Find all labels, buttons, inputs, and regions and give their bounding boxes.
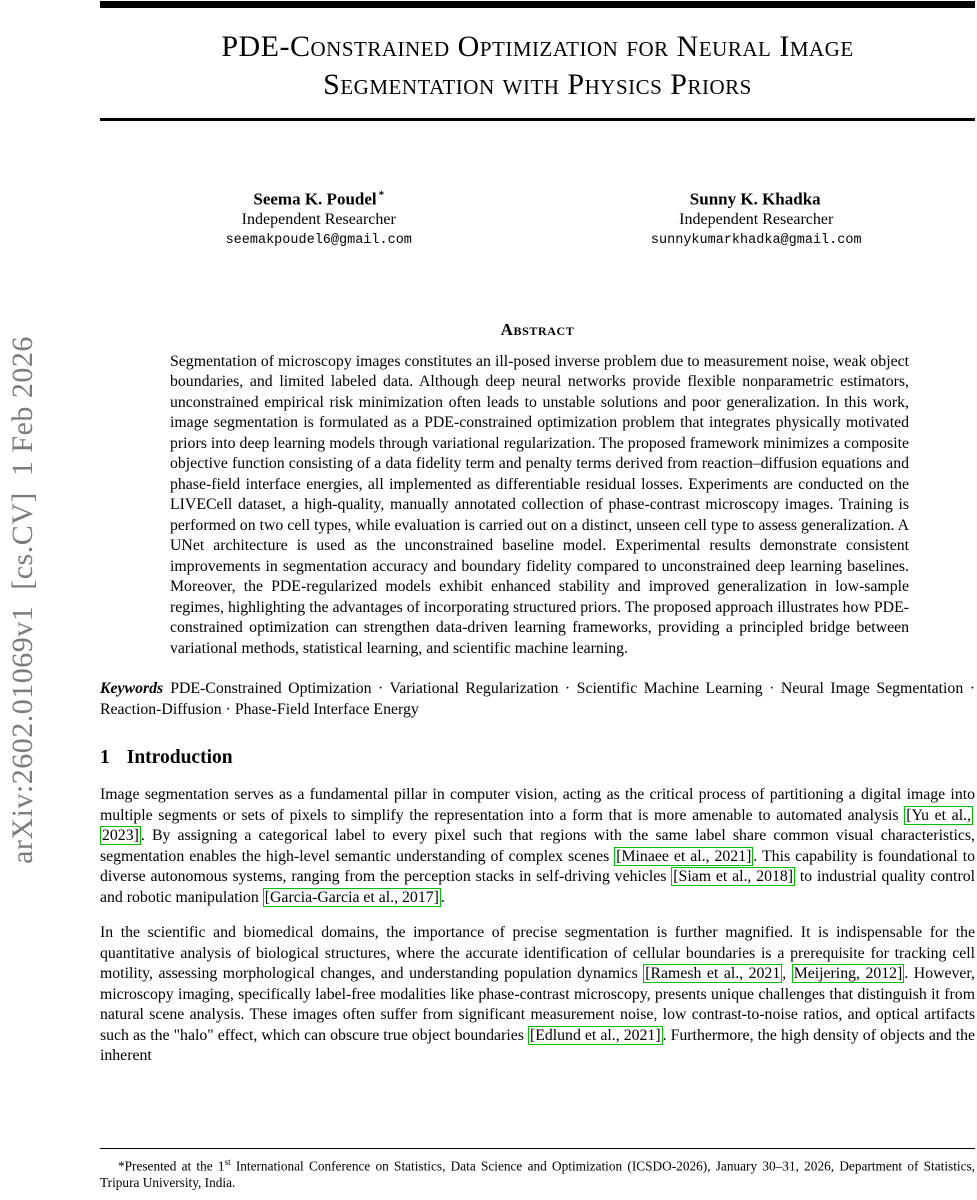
paper-content	[100, 0, 975, 1067]
section-heading-introduction	[100, 746, 975, 770]
citation-link[interactable]: [Garcia-Garcia et al., 2017]	[264, 888, 439, 906]
footnote-rule	[100, 1148, 975, 1149]
abstract-heading: Abstract	[500, 319, 575, 339]
author-name-line	[538, 185, 976, 210]
author-1	[100, 185, 538, 250]
citation-link[interactable]: Meijering, 2012]	[793, 965, 903, 983]
author-affiliation: Independent Researcher	[679, 210, 834, 228]
keywords-text: PDE-Constrained Optimization · Variational Regularization · Scientific Machine Learning · Neural Image Segmentation · Reaction-Diffusion · Phase-Field Interface Energy	[100, 680, 975, 718]
citation-link[interactable]: [Yu et al., 2023]	[102, 806, 971, 845]
section-title: Introduction	[126, 747, 233, 769]
author-name-line	[100, 185, 538, 210]
author-email[interactable]: seemakpoudel6@gmail.com	[225, 232, 412, 248]
keywords-label: Keywords	[100, 680, 164, 698]
conference-footnote: *Presented at the 1st International Conference on Statistics, Data Science and Optimization (ICSDO-2026), January 30–31, 2026, Department of Statistics, Tripura University, India.	[100, 1157, 975, 1190]
arxiv-watermark: arXiv:2602.01069v1 [cs.CV] 1 Feb 2026	[6, 336, 39, 864]
author-2	[538, 185, 976, 250]
author-block	[100, 185, 975, 250]
author-name: Sunny K. Khadka	[689, 189, 821, 209]
keywords-line	[100, 679, 975, 720]
author-affiliation: Independent Researcher	[241, 210, 396, 228]
superscript: st	[224, 1157, 231, 1167]
intro-paragraph-1: Image segmentation serves as a fundamental pillar in computer vision, acting as the critical process of partitioning a digital image into multiple segments or sets of pixels to simplify the representation into a form that is more amenable to automated analysis [Yu et al., 2023] . By assigning a categorical label to every pixel such that regions with the same label share common visual characteristics, segmentation enables the high-level semantic understanding of complex scenes [Minaee et al., 2021] . This capability is foundational to diverse autonomous systems, ranging from the perception stacks in self-driving vehicles [Siam et al., 2018] to industrial quality control and robotic manipulation [Garcia-Garcia et al., 2017] .	[100, 786, 975, 906]
abstract-text: Segmentation of microscopy images constitutes an ill-posed inverse problem due to measurement noise, weak object boundaries, and limited labeled data. Although deep neural networks provide flexible nonparametric estimators, unconstrained empirical risk minimization often leads to unstable solutions and poor generalization. In this work, image segmentation is formulated as a PDE-constrained optimization problem that integrates physically motivated priors into deep learning models through variational regularization. The proposed framework minimizes a composite objective function consisting of a data fidelity term and penalty terms derived from reaction–diffusion equations and phase-field interface energies, all implemented as differentiable residual losses. Experiments are conducted on the LIVECell dataset, a high-quality, manually annotated collection of phase-contrast microscopy images. Training is performed on two cell types, while evaluation is carried out on a distinct, unseen cell type to assess generalization. A UNet architecture is used as the unconstrained baseline model. Experimental results demonstrate consistent improvements in segmentation accuracy and boundary fidelity compared to unconstrained deep learning baselines. Moreover, the PDE-regularized models exhibit enhanced stability and improved generalization in low-sample regimes, highlighting the advantages of incorporating structured priors. The proposed approach illustrates how PDE-constrained optimization can strengthen data-driven learning frameworks, providing a principled bridge between variational methods, statistical learning, and scientific machine learning.	[170, 352, 909, 657]
author-footnote-mark: *	[378, 189, 385, 201]
author-name: Seema K. Poudel	[253, 189, 377, 209]
citation-link[interactable]: [Siam et al., 2018]	[673, 868, 794, 886]
top-rule	[100, 1, 975, 8]
footnote-block	[100, 1148, 975, 1191]
paper-title: PDE-Constrained Optimization for Neural Image Segmentation with Physics Priors	[221, 30, 854, 101]
citation-link[interactable]: [Ramesh et al., 2021	[645, 965, 781, 983]
intro-paragraph-2: In the scientific and biomedical domains, the importance of precise segmentation is further magnified. It is indispensable for the quantitative analysis of biological structures, where the accurate identification of cellular boundaries is a prerequisite for tracking cell motility, assessing morphological changes, and understanding population dynamics [Ramesh et al., 2021 , Meijering, 2012] . However, microscopy imaging, specifically label-free modalities like phase-contrast microscopy, presents unique challenges that distinguish it from natural scene analysis. These images often suffer from significant measurement noise, low contrast-to-noise ratios, and optical artifacts such as the "halo" effect, which can obscure true object boundaries [Edlund et al., 2021] . Furthermore, the high density of objects and the inherent	[100, 924, 976, 1065]
citation-link[interactable]: [Edlund et al., 2021]	[529, 1026, 661, 1044]
author-email[interactable]: sunnykumarkhadka@gmail.com	[650, 232, 862, 248]
title-rule	[100, 118, 975, 121]
section-number: 1	[100, 747, 110, 769]
citation-link[interactable]: [Minaee et al., 2021]	[616, 847, 752, 865]
